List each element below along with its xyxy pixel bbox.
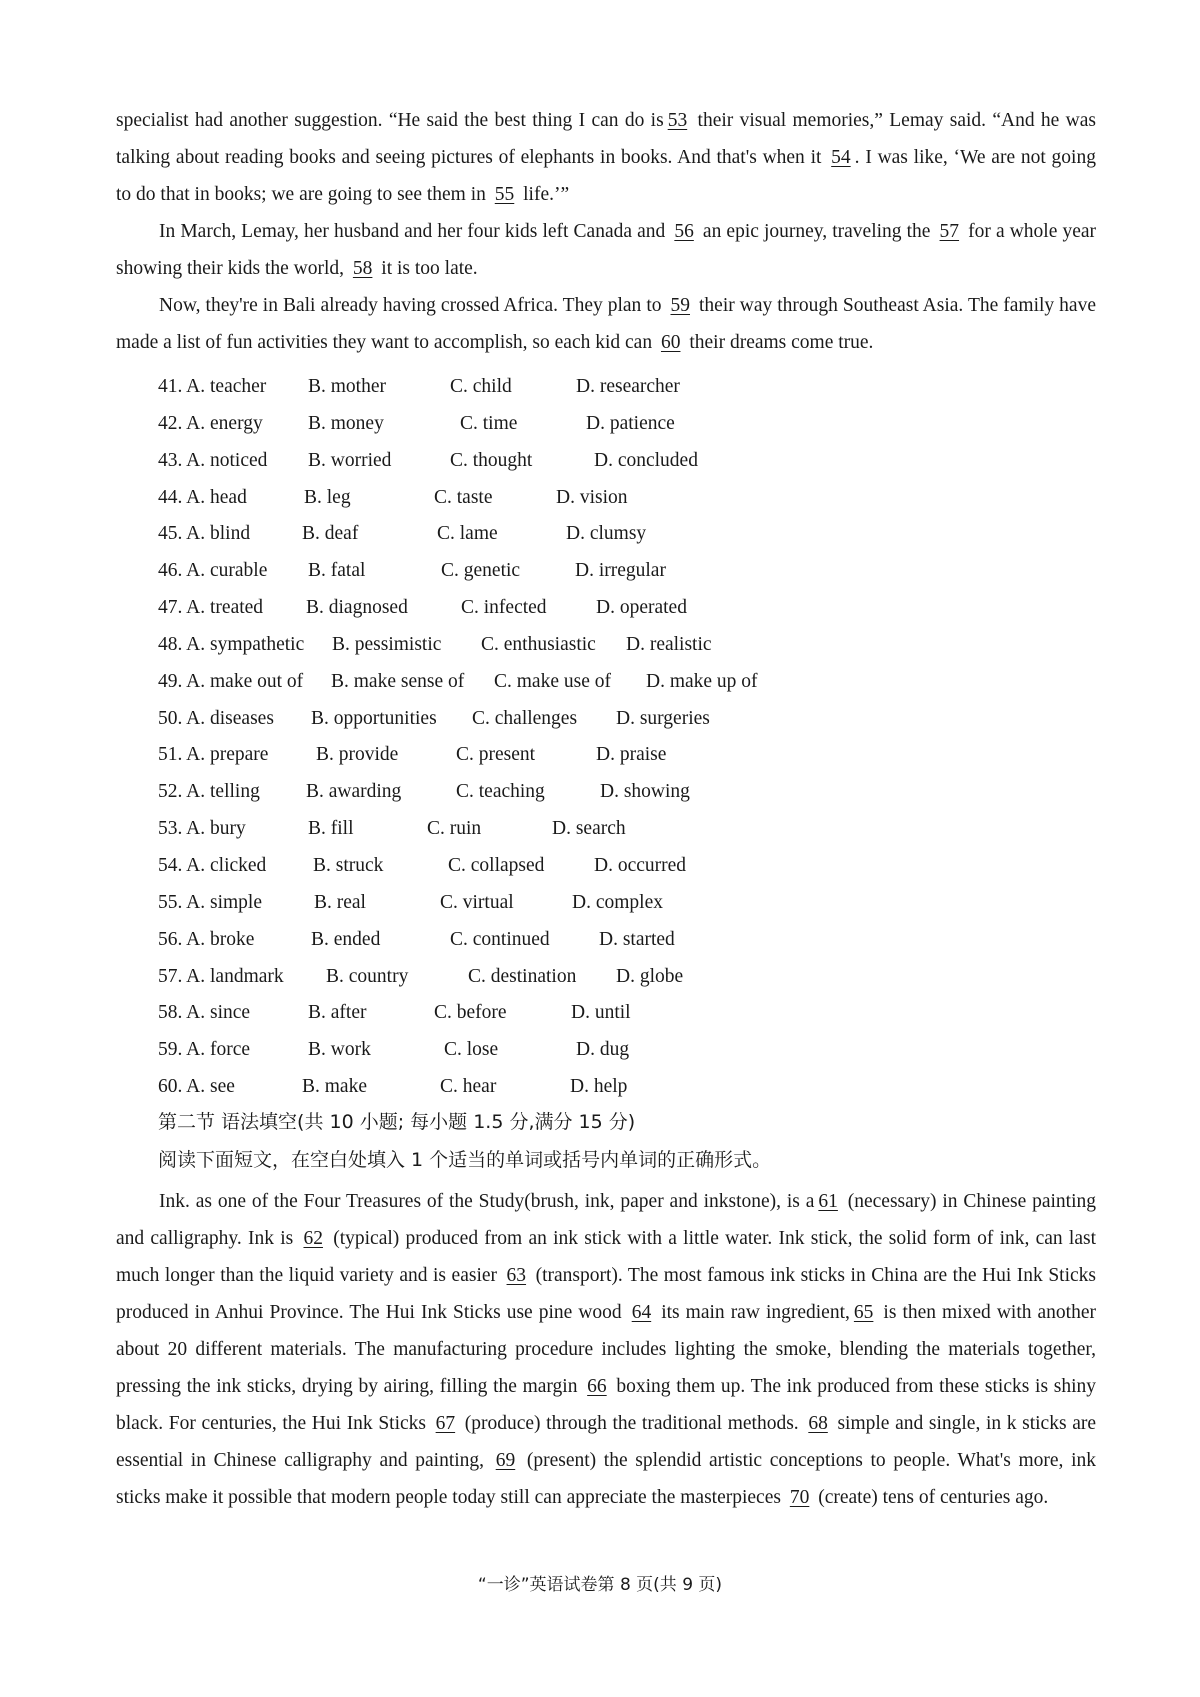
option-row [158,737,1058,774]
text-run: is then mixed with another about 20 different materials. The manufacturing procedure includes lighting the smoke, blending the materials together, pressing the ink sticks, drying by airing, filling the margin [116,1302,1096,1397]
option-list [158,369,1058,1106]
option-d: D. researcher [576,376,680,397]
option-c: C. thought [450,449,533,471]
option-c: C. ruin [427,818,482,840]
option-row [158,590,1058,627]
option-c: C. lose [444,1039,499,1061]
option-b: B. awarding [306,781,402,803]
blank-64: 64 [631,1302,652,1323]
text-run: their way through Southeast Asia. The family have made a list of fun activities they want to accomplish, so each kid can [116,295,1096,353]
text-run: their dreams come true. [684,332,874,353]
option-row [158,1069,1058,1106]
option-b: B. after [308,1002,367,1024]
option-a: 49. A. make out of [158,670,304,692]
text-run: (typical) produced from an ink stick with a little water. Ink stick, the solid form of ink, can last much longer than the liquid variety and is easier [116,1228,1096,1286]
option-d: D. globe [616,965,684,987]
option-c: C. challenges [472,707,578,729]
option-row [158,443,1058,480]
text-run: boxing them up. The ink produced from these sticks is shiny black. For centuries, the Hui Ink Sticks [116,1376,1096,1434]
text-run: (create) tens of centuries ago. [813,1487,1049,1508]
option-row [158,995,1058,1032]
text-run: its main raw ingredient, [655,1302,850,1323]
option-b: B. make sense of [331,670,465,692]
text-run: . I was like, ‘We are not going to do that in books; we are going to see them in [116,147,1096,205]
option-a: 43. A. noticed [158,449,268,471]
passage-paragraph-2 [116,213,1096,287]
option-row [158,516,1058,553]
option-d: D. vision [556,486,628,508]
blank-59: 59 [670,295,690,316]
option-c: C. enthusiastic [481,633,596,655]
option-c: C. make use of [494,670,611,692]
option-a: 45. A. blind [158,523,251,545]
blank-65: 65 [853,1302,874,1323]
blank-68: 68 [808,1413,828,1434]
option-c: C. infected [461,597,547,619]
option-d: D. showing [600,781,690,803]
option-row [158,1032,1058,1069]
blank-61: 61 [818,1191,838,1212]
option-b: B. country [326,965,409,987]
blank-67: 67 [435,1413,456,1434]
option-c: C. hear [440,1076,497,1098]
option-d: D. realistic [626,633,712,655]
option-b: B. deaf [302,523,359,545]
section-title: 第二节 语法填空(共 10 小题; 每小题 1.5 分,满分 15 分) [158,1111,636,1133]
option-a: 54. A. clicked [158,854,267,876]
option-row [158,664,1058,701]
blank-58: 58 [352,258,373,279]
option-b: B. leg [304,486,351,508]
option-d: D. irregular [575,560,666,582]
option-row [158,369,1058,406]
option-row [158,885,1058,922]
option-a: 58. A. since [158,1002,251,1024]
option-c: C. time [460,412,518,434]
option-a: 48. A. sympathetic [158,633,305,655]
text-run: Ink. as one of the Four Treasures of the Study(brush, ink, paper and inkstone), is a [159,1191,815,1212]
text-run: (present) the splendid artistic conceptions to people. What's more, ink sticks make it possible that modern people today still can appreciate the masterpieces [116,1450,1096,1508]
option-b: B. make [302,1076,367,1098]
option-a: 51. A. prepare [158,744,269,766]
blank-70: 70 [789,1487,810,1508]
option-a: 56. A. broke [158,928,255,950]
option-a: 59. A. force [158,1039,251,1061]
option-d: D. praise [596,744,667,766]
option-d: D. concluded [594,449,698,471]
option-a: 55. A. simple [158,891,263,913]
text-run: (produce) through the traditional methods. [459,1413,805,1434]
option-c: C. teaching [456,781,545,803]
blank-63: 63 [506,1265,527,1286]
option-b: B. pessimistic [332,633,442,655]
blank-66: 66 [587,1376,607,1397]
option-d: D. surgeries [616,707,710,729]
blank-62: 62 [303,1228,323,1249]
blank-54: 54 [831,147,851,168]
option-row [158,627,1058,664]
option-row [158,774,1058,811]
option-a: 57. A. landmark [158,965,284,987]
blank-55: 55 [494,184,515,205]
text-run: In March, Lemay, her husband and her four kids left Canada and [159,221,671,242]
option-b: B. ended [311,928,381,950]
text-run: life.’” [518,184,570,205]
text-run: (transport). The most famous ink sticks in China are the Hui Ink Sticks produced in Anhui Province. The Hui Ink Sticks use pine wood [116,1265,1096,1323]
option-a: 60. A. see [158,1076,235,1098]
option-c: C. virtual [440,891,514,913]
text-run: it is too late. [376,258,478,279]
option-c: C. present [456,744,536,766]
blank-53: 53 [667,110,688,131]
option-d: D. search [552,818,626,840]
option-d: D. started [599,928,675,950]
option-row [158,480,1058,517]
option-d: D. help [570,1076,628,1098]
option-a: 52. A. telling [158,781,260,803]
option-a: 50. A. diseases [158,707,274,729]
option-row [158,701,1058,738]
option-b: B. provide [316,744,399,766]
grammar-passage [116,1183,1096,1516]
option-b: B. diagnosed [306,597,408,619]
option-d: D. patience [586,412,675,434]
option-d: D. occurred [594,854,687,876]
option-b: B. worried [308,449,392,471]
blank-56: 56 [674,221,694,242]
text-run: Now, they're in Bali already having crossed Africa. They plan to [159,295,667,316]
option-b: B. fill [308,818,354,840]
option-row [158,922,1058,959]
option-row [158,553,1058,590]
option-d: D. clumsy [566,523,647,545]
option-d: D. operated [596,597,687,619]
blank-69: 69 [495,1450,516,1471]
page-footer: “一诊”英语试卷第 8 页(共 9 页) [477,1575,723,1595]
option-row [158,811,1058,848]
text-run: their visual memories,” Lemay said. “And he was talking about reading books and seeing pictures of elephants in books. And that's when it [116,110,1096,168]
option-b: B. money [308,412,384,434]
option-a: 46. A. curable [158,560,268,582]
blank-60: 60 [660,332,681,353]
option-b: B. real [314,891,366,913]
option-row [158,959,1058,996]
option-c: C. destination [468,965,577,987]
option-c: C. lame [437,523,498,545]
option-c: C. child [450,376,512,397]
option-a: 53. A. bury [158,818,246,840]
option-b: B. mother [308,376,386,397]
option-c: C. taste [434,486,493,508]
text-run: for a whole year showing their kids the world, [116,221,1096,279]
option-b: B. struck [313,854,384,876]
option-c: C. genetic [441,560,521,582]
option-c: C. before [434,1002,507,1024]
section-instructions: 阅读下面短文，在空白处填入 1 个适当的单词或括号内单词的正确形式。 [158,1149,772,1171]
option-a: 42. A. energy [158,412,263,434]
passage-paragraph-1 [116,102,1096,213]
option-b: B. fatal [308,560,366,582]
option-d: D. make up of [646,670,758,692]
option-b: B. work [308,1039,371,1061]
option-row [158,848,1058,885]
option-d: D. complex [572,891,663,913]
blank-57: 57 [939,221,960,242]
option-a: 44. A. head [158,486,247,508]
text-run: (necessary) in Chinese painting and calligraphy. Ink is [116,1191,1096,1249]
text-run: simple and single, in k sticks are essential in Chinese calligraphy and painting, [116,1413,1096,1471]
option-row [158,406,1058,443]
text-run: specialist had another suggestion. “He said the best thing I can do is [116,110,664,131]
option-d: D. until [571,1002,631,1024]
option-c: C. collapsed [448,854,545,876]
option-c: C. continued [450,928,550,950]
option-a: 41. A. teacher [158,376,267,397]
passage-paragraph-3 [116,287,1096,361]
text-run: an epic journey, traveling the [697,221,936,242]
option-a: 47. A. treated [158,597,264,619]
option-b: B. opportunities [311,707,437,729]
option-d: D. dug [576,1039,630,1061]
